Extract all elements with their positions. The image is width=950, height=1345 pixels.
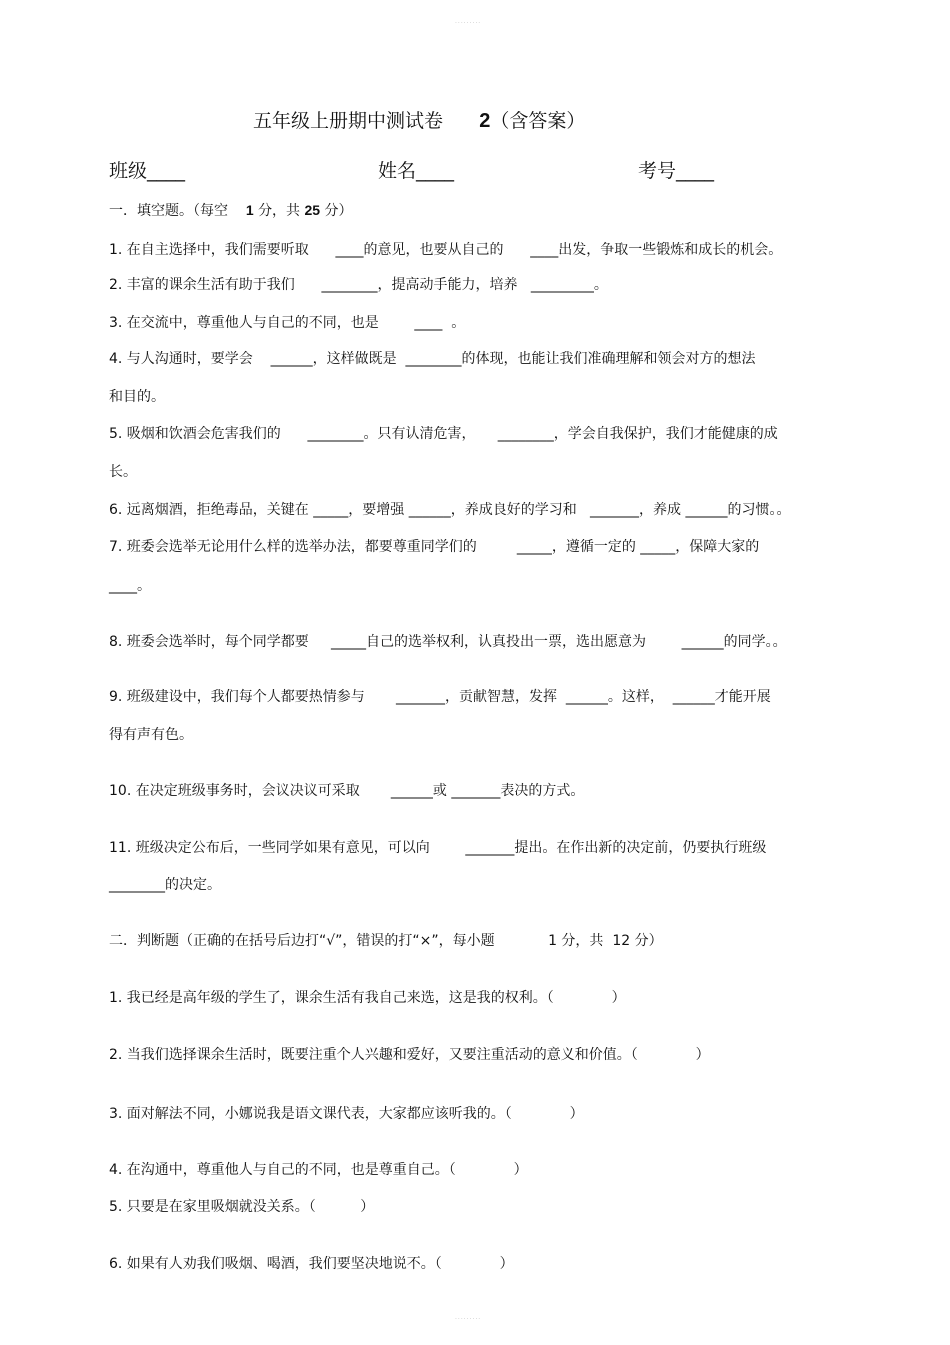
- class-field: 班级____: [109, 160, 186, 182]
- fill-question-11: 11. 班级决定公布后，一些同学如果有意见，可以向 _______提出。在作出新的决定前，仍要执行班级: [109, 840, 767, 856]
- fill-question-4: 4. 与人沟通时，要学会 ______，这样做既是 ________的体现，也能让我们准确理解和领会对方的想法: [109, 351, 756, 367]
- judge-question-3: 3. 面对解法不同，小娜说我是语文课代表，大家都应该听我的。（ ）: [109, 1106, 584, 1122]
- judge-question-6: 6. 如果有人劝我们吸烟、喝酒，我们要坚决地说不。（ ）: [109, 1256, 514, 1272]
- fill-question-1: 1. 在自主选择中，我们需要听取 ____的意见，也要从自己的 ____出发，争取一些锻炼和成长的机会。: [109, 242, 783, 258]
- title-number: 2: [479, 110, 491, 132]
- judge-question-1: 1. 我已经是高年级的学生了，课余生活有我自己来选，这是我的权利。（ ）: [109, 990, 626, 1006]
- fill-question-5: 5. 吸烟和饮酒会危害我们的 ________。只有认清危害， ________，学会自我保护，我们才能健康的成: [109, 426, 778, 442]
- fill-question-4-cont: 和目的。: [109, 389, 165, 405]
- fill-question-11-cont: ________的决定。: [109, 877, 221, 893]
- judge-question-5: 5. 只要是在家里吸烟就没关系。（ ）: [109, 1199, 375, 1215]
- page-title: [253, 106, 585, 133]
- section-2-heading: 二．判断题（正确的在括号后边打“√”，错误的打“×”，每小题 1 分，共 12 分）: [109, 933, 663, 949]
- title-suffix: （含答案）: [490, 110, 586, 132]
- title-prefix: 五年级上册期中测试卷: [253, 110, 444, 132]
- fill-question-5-cont: 长。: [109, 464, 137, 480]
- judge-question-4: 4. 在沟通中，尊重他人与自己的不同，也是尊重自己。（ ）: [109, 1162, 528, 1178]
- judge-question-2: 2. 当我们选择课余生活时，既要注重个人兴趣和爱好，又要注重活动的意义和价值。（ ）: [109, 1047, 710, 1063]
- bottom-page-marker: ·········: [455, 1316, 482, 1323]
- exam-number-field: 考号____: [638, 160, 715, 182]
- top-page-marker: ·········: [455, 20, 482, 27]
- fill-question-2: 2. 丰富的课余生活有助于我们 ________，提高动手能力，培养 _________。: [109, 277, 608, 293]
- section-1-heading: 一．填空题。（每空 1 分，共 25 分）: [109, 202, 353, 219]
- fill-question-7: 7. 班委会选举无论用什么样的选举办法，都要尊重同学们的 _____，遵循一定的 _____，保障大家的: [109, 539, 760, 555]
- fill-question-9-cont: 得有声有色。: [109, 727, 193, 743]
- fill-question-10: 10. 在决定班级事务时，会议决议可采取 ______或 _______表决的方式。: [109, 783, 585, 799]
- fill-question-7-cont: ____。: [109, 578, 151, 594]
- fill-question-9: 9. 班级建设中，我们每个人都要热情参与 _______，贡献智慧，发挥 ______。这样， ______才能开展: [109, 689, 771, 705]
- fill-question-8: 8. 班委会选举时，每个同学都要 _____自己的选举权利，认真投出一票，选出愿意为 ______的同学。。: [109, 634, 787, 650]
- fill-question-6: 6. 远离烟酒，拒绝毒品，关键在 _____，要增强 ______，养成良好的学习和 _______，养成 ______的习惯。。: [109, 502, 791, 518]
- fill-question-3: 3. 在交流中，尊重他人与自己的不同，也是 ____ 。: [109, 315, 466, 331]
- name-field: 姓名____: [378, 160, 455, 182]
